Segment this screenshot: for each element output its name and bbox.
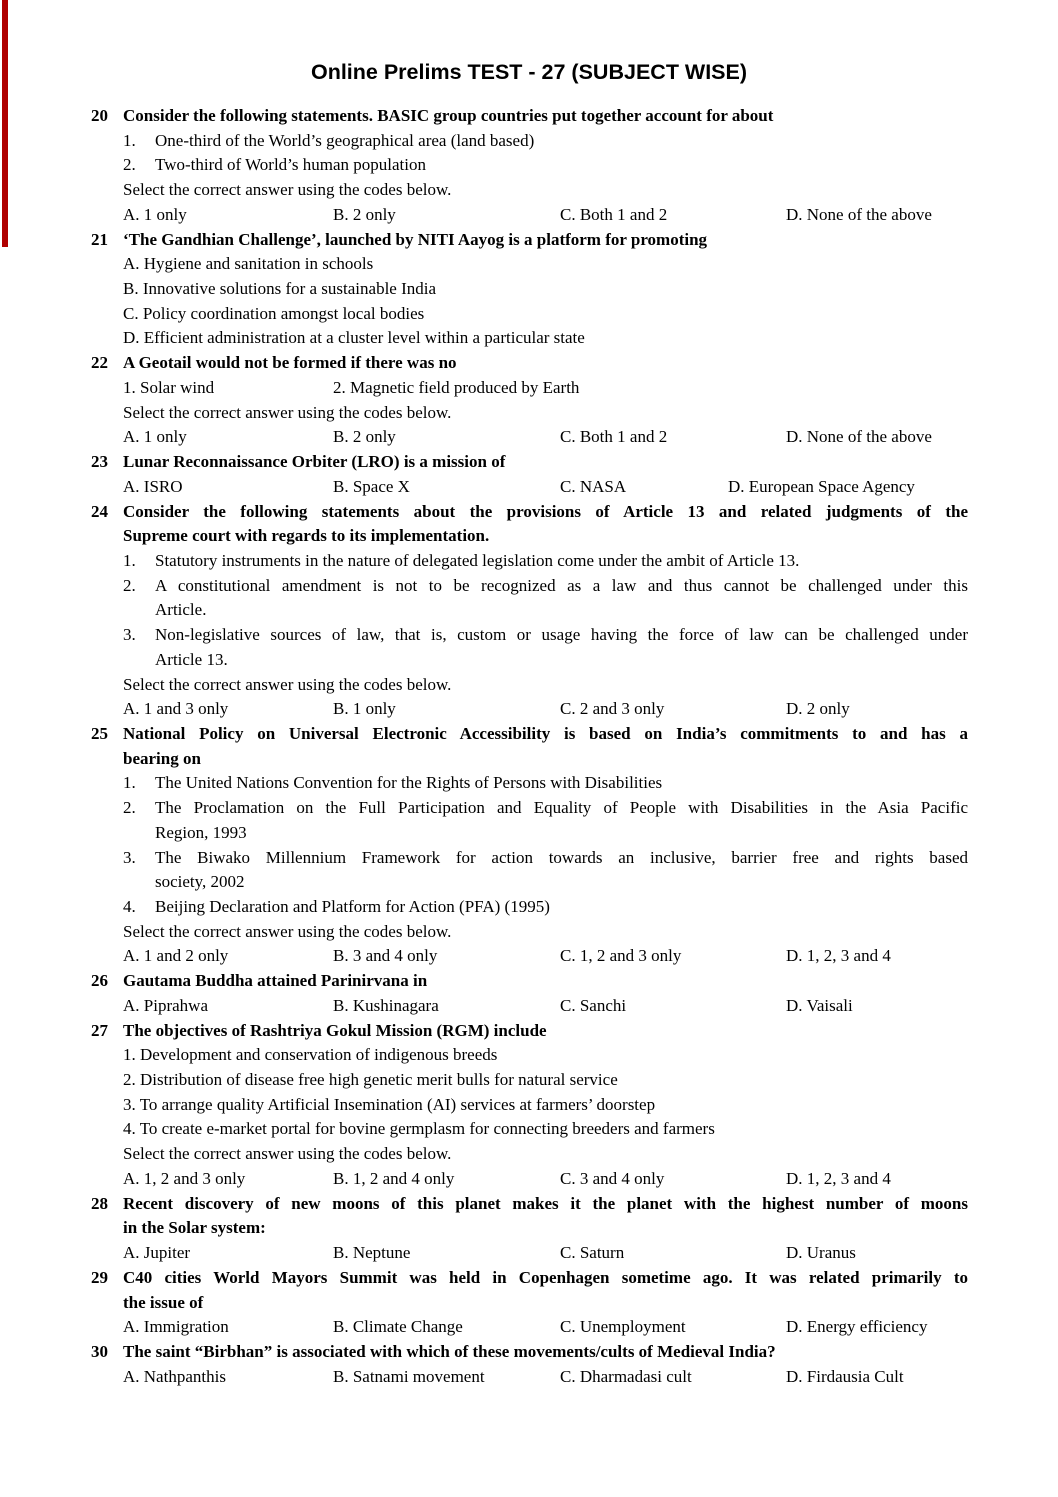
option-b: B. Space X (333, 476, 410, 496)
statement-continued: Region, 1993 (155, 822, 247, 842)
option-a: A. 1 and 3 only (123, 699, 229, 719)
option-c: C. 3 and 4 only (560, 1168, 665, 1188)
line: Select the correct answer using the codes below. (123, 402, 452, 422)
statement: 1. Statutory instruments in the nature of delegated legislation come under the ambit of Article 13. (123, 549, 968, 574)
red-margin-line (2, 0, 8, 247)
question-number: 21 (91, 229, 108, 249)
option-a: A. Nathpanthis (123, 1366, 226, 1386)
question-number: 26 (91, 971, 108, 991)
question-text: A Geotail would not be formed if there was no (123, 353, 457, 373)
option-c: C. 1, 2 and 3 only (560, 946, 682, 966)
question-text: Recent discovery of new moons of this planet makes it the planet with the highest number of moons (123, 1193, 968, 1213)
statement-number: 1. (123, 130, 136, 150)
option-c: C. Dharmadasi cult (560, 1366, 692, 1386)
option-b: B. Kushinagara (333, 995, 439, 1015)
question-30 (91, 1340, 968, 1389)
question-text: C40 cities World Mayors Summit was held in Copenhagen sometime ago. It was related primarily to (123, 1267, 968, 1287)
question-body (123, 450, 968, 499)
option-d: D. 1, 2, 3 and 4 (786, 1168, 891, 1188)
question-21 (91, 228, 968, 352)
option-a: A. Jupiter (123, 1243, 191, 1263)
line: A. Hygiene and sanitation in schools (123, 254, 374, 274)
options-row (123, 1167, 968, 1192)
option-d: D. Uranus (786, 1243, 856, 1263)
option-d: D. Firdausia Cult (786, 1366, 904, 1386)
question-number: 29 (91, 1267, 108, 1287)
question-25 (91, 722, 968, 969)
option-d: D. None of the above (786, 204, 932, 224)
line: B. Innovative solutions for a sustainable India (123, 279, 437, 299)
option-c: C. NASA (560, 476, 627, 496)
option-b: B. 1, 2 and 4 only (333, 1168, 455, 1188)
question-text: The saint “Birbhan” is associated with which of these movements/cults of Medieval India? (123, 1341, 776, 1361)
statement-number: 3. (123, 625, 136, 645)
option-d: D. European Space Agency (728, 476, 915, 496)
question-text: Supreme court with regards to its implementation. (123, 526, 490, 546)
option-d: D. Energy efficiency (786, 1317, 928, 1337)
option-c: C. Saturn (560, 1243, 625, 1263)
option-b: B. 1 only (333, 699, 396, 719)
statement: 2. A constitutional amendment is not to be recognized as a law and thus cannot be challenged under this (123, 574, 968, 599)
line: Select the correct answer using the codes below. (123, 1144, 452, 1164)
question-27 (91, 1019, 968, 1192)
option-d: D. 2 only (786, 699, 850, 719)
option-a: A. 1 and 2 only (123, 946, 229, 966)
option-c: C. Both 1 and 2 (560, 204, 668, 224)
question-body (123, 969, 968, 1018)
question-number: 25 (91, 723, 108, 743)
option-a: A. Immigration (123, 1317, 229, 1337)
line: Select the correct answer using the codes below. (123, 921, 452, 941)
question-body (123, 228, 968, 352)
question-20 (91, 104, 968, 228)
options-row (123, 203, 968, 228)
question-29 (91, 1266, 968, 1340)
question-number: 27 (91, 1020, 108, 1040)
statement-continued: Article 13. (155, 649, 228, 669)
question-28 (91, 1192, 968, 1266)
statement-continued: Article. (155, 600, 207, 620)
statement-2: 2. Magnetic field produced by Earth (333, 377, 580, 397)
options-row (123, 425, 968, 450)
question-number: 28 (91, 1193, 108, 1213)
statement-number: 4. (123, 897, 136, 916)
question-number: 30 (91, 1341, 108, 1361)
question-text: Lunar Reconnaissance Orbiter (LRO) is a mission of (123, 452, 506, 472)
statement-number: 1. (123, 550, 136, 570)
option-d: D. 1, 2, 3 and 4 (786, 946, 891, 966)
questions (91, 104, 968, 1389)
option-d: D. None of the above (786, 427, 932, 447)
question-number: 23 (91, 452, 108, 472)
option-a: A. 1, 2 and 3 only (123, 1168, 246, 1188)
options-row (123, 697, 968, 722)
option-c: C. 2 and 3 only (560, 699, 665, 719)
statement-number: 3. (123, 847, 136, 867)
question-text: the issue of (123, 1292, 204, 1312)
line: Select the correct answer using the codes below. (123, 674, 452, 694)
question-text: Gautama Buddha attained Parinirvana in (123, 971, 428, 991)
question-text: Consider the following statements. BASIC group countries put together account for about (123, 106, 774, 125)
option-c: C. Sanchi (560, 995, 627, 1015)
question-text: ‘The Gandhian Challenge’, launched by NITI Aayog is a platform for promoting (123, 229, 708, 249)
option-b: B. 2 only (333, 204, 396, 224)
question-body (123, 1340, 968, 1389)
option-a: A. 1 only (123, 204, 187, 224)
question-body (123, 1192, 968, 1266)
question-body (123, 351, 968, 450)
option-a: A. Piprahwa (123, 995, 208, 1015)
options-row (123, 1241, 968, 1266)
statement: 1. The United Nations Convention for the Rights of Persons with Disabilities (123, 771, 968, 796)
question-26 (91, 969, 968, 1018)
question-body (123, 500, 968, 722)
question-text: National Policy on Universal Electronic Accessibility is based on India’s commitments to and has a (123, 723, 968, 743)
option-b: B. Satnami movement (333, 1366, 485, 1386)
statement-1: 1. Solar wind (123, 377, 215, 397)
statement: 2. Two-third of World’s human population (123, 153, 968, 178)
question-text: The objectives of Rashtriya Gokul Mission (RGM) include (123, 1020, 547, 1040)
statement-number: 2. (123, 155, 136, 175)
statement: 3. The Biwako Millennium Framework for action towards an inclusive, barrier free and rights based (123, 846, 968, 871)
options-row (123, 994, 968, 1019)
question-number: 22 (91, 353, 108, 373)
page-title: Online Prelims TEST - 27 (SUBJECT WISE) (310, 60, 748, 84)
statement-number: 1. (123, 773, 136, 793)
statement: 2. The Proclamation on the Full Participation and Equality of People with Disabilities in the Asia Pacific (123, 796, 968, 821)
line: 1. Development and conservation of indigenous breeds (123, 1045, 498, 1065)
option-c: C. Unemployment (560, 1317, 686, 1337)
question-body (123, 1019, 968, 1192)
line: D. Efficient administration at a cluster level within a particular state (123, 328, 585, 348)
question-body (123, 1266, 968, 1340)
statement: 1. One-third of the World’s geographical area (land based) (123, 129, 968, 154)
options-row (123, 1365, 968, 1390)
statement: 3. Non-legislative sources of law, that is, custom or usage having the force of law can be challenged under (123, 623, 968, 648)
line: C. Policy coordination amongst local bodies (123, 303, 425, 323)
option-b: B. Neptune (333, 1243, 411, 1263)
statement: 4. Beijing Declaration and Platform for Action (PFA) (1995) (123, 895, 968, 920)
question-text: in the Solar system: (123, 1218, 266, 1238)
option-b: B. 3 and 4 only (333, 946, 438, 966)
line: 3. To arrange quality Artificial Insemination (AI) services at farmers’ doorstep (123, 1094, 656, 1114)
question-body (123, 104, 968, 228)
line: 4. To create e-market portal for bovine germplasm for connecting breeders and farmers (123, 1119, 715, 1139)
question-number: 24 (91, 501, 108, 521)
question-23 (91, 450, 968, 499)
options-row (123, 944, 968, 969)
option-c: C. Both 1 and 2 (560, 427, 668, 447)
option-a: A. ISRO (123, 476, 183, 496)
question-22 (91, 351, 968, 450)
question-number: 20 (91, 106, 108, 125)
statements-row (123, 376, 968, 401)
line: 2. Distribution of disease free high genetic merit bulls for natural service (123, 1070, 618, 1090)
option-d: D. Vaisali (786, 995, 853, 1015)
option-b: B. 2 only (333, 427, 396, 447)
statement-number: 2. (123, 798, 136, 818)
options-row (123, 475, 968, 500)
question-text: bearing on (123, 748, 201, 768)
question-text: Consider the following statements about the provisions of Article 13 and related judgments of the (123, 501, 968, 521)
question-body (123, 722, 968, 969)
question-24 (91, 500, 968, 722)
statement-number: 2. (123, 575, 136, 595)
statement-continued: society, 2002 (155, 872, 245, 892)
line: Select the correct answer using the codes below. (123, 180, 452, 200)
options-row (123, 1315, 968, 1340)
option-b: B. Climate Change (333, 1317, 463, 1337)
option-a: A. 1 only (123, 427, 187, 447)
